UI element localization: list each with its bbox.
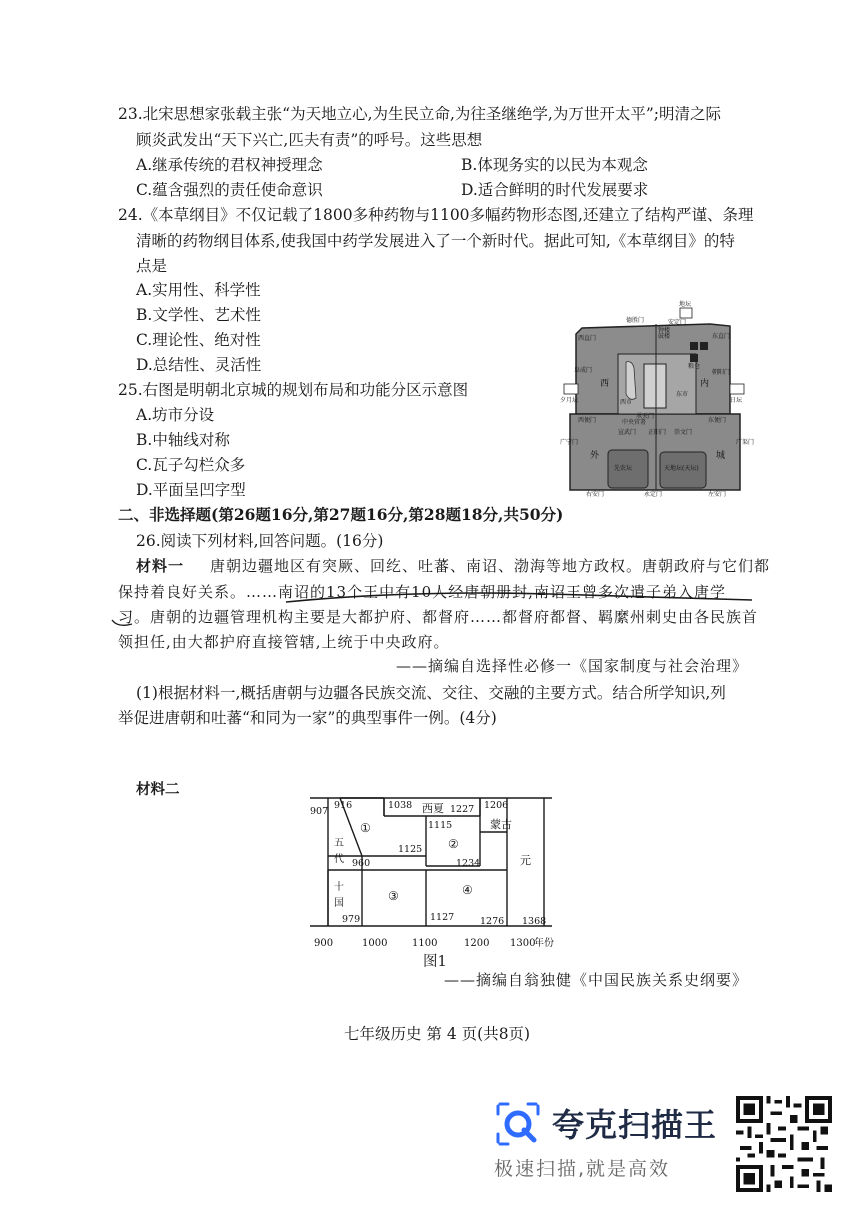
map-label-deshengmen: 德胜门 — [626, 317, 645, 324]
q26-sub1-line2: 举促进唐朝和吐蕃“和同为一家”的典型事件一例。(4分) — [118, 709, 497, 727]
map-label-zhonglou: 钟楼 — [658, 327, 671, 334]
map-label-gulou: 鼓楼 — [658, 333, 671, 340]
map-label-fucheng: 阜成门 — [574, 367, 593, 374]
year-907: 907 — [310, 806, 329, 817]
axis-tick-1000: 1000 — [362, 938, 388, 949]
q24-stem-line2: 清晰的药物纲目体系,使我国中药学发展进入了一个新时代。据此可知,《本草纲目》的特 — [136, 232, 735, 250]
ming-beijing-map — [560, 301, 755, 498]
region-3: ③ — [388, 889, 399, 903]
q25-option-c: C.瓦子勾栏众多 — [136, 456, 246, 474]
figure1-source: ——摘编自翁独健《中国民族关系史纲要》 — [444, 971, 749, 989]
map-label-dongsi: 东市 — [676, 391, 689, 398]
year-1368: 1368 — [522, 916, 547, 927]
material1-line3: 习。唐朝的边疆管理机构主要是大都护府、都督府……都督府都督、羁縻州刺史由各民族首 — [118, 608, 759, 626]
q23-stem-line1: 23.北宋思想家张载主张“为天地立心,为生民立命,为往圣继绝学,为万世开太平”;明清之际 — [118, 105, 722, 123]
q24-stem-line3: 点是 — [136, 257, 168, 275]
year-1115: 1115 — [428, 820, 453, 831]
q24-option-d: D.总结性、灵活性 — [136, 356, 262, 374]
material1-line1: 唐朝边疆地区有突厥、回纥、吐蕃、南诏、渤海等地方政权。唐朝政府与它们都 — [210, 557, 771, 575]
material1-line4: 领担任,由大都护府直接管辖,上统于中央政府。 — [118, 633, 450, 651]
region-4: ④ — [462, 883, 473, 897]
map-label-dongzhi: 东直门 — [712, 333, 731, 340]
map-label-xiannong: 先农坛 — [614, 465, 633, 472]
map-label-chengtian: 承天门 — [636, 413, 655, 420]
q26-sub1-line1: (1)根据材料一,概括唐朝与边疆各民族交流、交往、交融的主要方式。结合所学知识,列 — [136, 684, 726, 702]
q25-option-a: A.坊市分设 — [136, 406, 215, 424]
axis-unit: 年份 — [534, 938, 554, 949]
page-footer: 七年级历史 第 4 页(共8页) — [344, 1025, 531, 1043]
q23-option-a: A.继承传统的君权神授理念 — [136, 156, 323, 174]
map-label-tiantan: 天地坛(天坛) — [664, 465, 699, 472]
qr-code — [736, 1096, 832, 1192]
scanner-slogan: 极速扫描,就是高效 — [494, 1158, 671, 1180]
map-label-cheng: 城 — [716, 451, 726, 461]
map-label-xi: 西 — [600, 379, 610, 389]
map-label-xizhi: 西直门 — [578, 335, 597, 342]
year-1227: 1227 — [450, 804, 475, 815]
q23-option-c: C.蕴含强烈的责任使命意识 — [136, 181, 323, 199]
map-label-xibian: 西便门 — [578, 417, 597, 424]
axis-tick-1300: 1300 — [510, 938, 536, 949]
scanner-watermark — [494, 1098, 734, 1180]
region-wudai-1: 五 — [334, 838, 344, 849]
q24-option-a: A.实用性、科学性 — [136, 281, 261, 299]
year-1234: 1234 — [456, 858, 481, 869]
q23-option-d: D.适合鲜明的时代发展要求 — [461, 181, 649, 199]
axis-tick-1200: 1200 — [464, 938, 490, 949]
map-label-liangcang: 粮仓 — [688, 363, 701, 370]
map-label-xisi: 西市 — [620, 399, 633, 406]
region-menggu: 蒙古 — [490, 818, 512, 831]
handwritten-underline — [110, 588, 760, 630]
axis-tick-900: 900 — [314, 938, 334, 949]
year-1127: 1127 — [430, 912, 455, 923]
q25-option-d: D.平面呈凹字型 — [136, 481, 246, 499]
year-916: 916 — [334, 800, 353, 811]
year-979: 979 — [342, 914, 361, 925]
region-yuan: 元 — [520, 854, 531, 867]
figure1-regime-timeline — [300, 790, 560, 955]
scanner-brand: 夸克扫描王 — [552, 1106, 718, 1144]
q25-stem: 25.右图是明朝北京城的规划布局和功能分区示意图 — [118, 381, 469, 399]
material1-source: ——摘编自选择性必修一《国家制度与社会治理》 — [396, 657, 749, 675]
q25-option-b: B.中轴线对称 — [136, 431, 230, 449]
axis-tick-1100: 1100 — [412, 938, 438, 949]
map-label-anding: 安定门 — [668, 319, 687, 326]
year-1125: 1125 — [398, 844, 423, 855]
map-label-zhonggong: 中央官署 — [622, 419, 647, 426]
map-label-chongwen: 崇文门 — [674, 429, 693, 436]
map-label-zhengyang: 正阳门 — [648, 429, 667, 436]
scanner-logo-icon — [494, 1100, 542, 1148]
material1-label: 材料一 — [136, 557, 185, 575]
material2-label: 材料二 — [136, 781, 180, 798]
map-label-nei: 内 — [700, 379, 710, 389]
material1-line2: 保持着良好关系。……南诏的13个王中有10人经唐朝册封,南诏王曾多次遣子弟入唐学 — [118, 583, 726, 601]
figure1-caption: 图1 — [423, 954, 447, 970]
map-label-guangqu: 广渠门 — [736, 439, 755, 446]
region-wudai-2: 代 — [334, 854, 344, 865]
map-label-xuanwu: 宣武门 — [618, 429, 637, 436]
section-heading: 二、非选择题(第26题16分,第27题16分,第28题18分,共50分) — [118, 505, 564, 524]
map-label-ditan: 地坛 — [679, 301, 692, 308]
region-2: ② — [448, 837, 459, 851]
year-1276: 1276 — [480, 916, 505, 927]
map-label-youan: 右安门 — [586, 491, 605, 498]
q26-stem: 26.阅读下列材料,回答问题。(16分) — [136, 532, 384, 550]
map-label-chaoyang: 朝阳门 — [712, 369, 731, 376]
q24-option-c: C.理论性、绝对性 — [136, 331, 261, 349]
region-xixia: 西夏 — [422, 802, 444, 815]
q24-option-b: B.文学性、艺术性 — [136, 306, 261, 324]
region-shiguo-1: 十 — [334, 882, 344, 893]
region-1: ① — [360, 821, 371, 835]
year-1038: 1038 — [388, 800, 413, 811]
map-label-riyue: 日坛 — [730, 397, 743, 404]
region-shiguo-2: 国 — [334, 898, 344, 909]
year-960: 960 — [352, 858, 371, 869]
map-label-wai: 外 — [590, 451, 600, 461]
map-label-xiyue: 夕月坛 — [560, 397, 579, 404]
q23-option-b: B.体现务实的以民为本观念 — [461, 156, 648, 174]
map-label-zuoan: 左安门 — [708, 491, 727, 498]
year-1206: 1206 — [484, 800, 509, 811]
q24-stem-line1: 24.《本草纲目》不仅记载了1800多种药物与1100多幅药物形态图,还建立了结构严谨、条理 — [118, 206, 754, 224]
map-label-dongbian: 东便门 — [708, 417, 727, 424]
map-label-guangning: 广宁门 — [560, 439, 579, 446]
map-label-yongding: 永定门 — [644, 491, 663, 498]
q23-stem-line2: 顾炎武发出“天下兴亡,匹夫有责”的呼号。这些思想 — [136, 131, 483, 149]
